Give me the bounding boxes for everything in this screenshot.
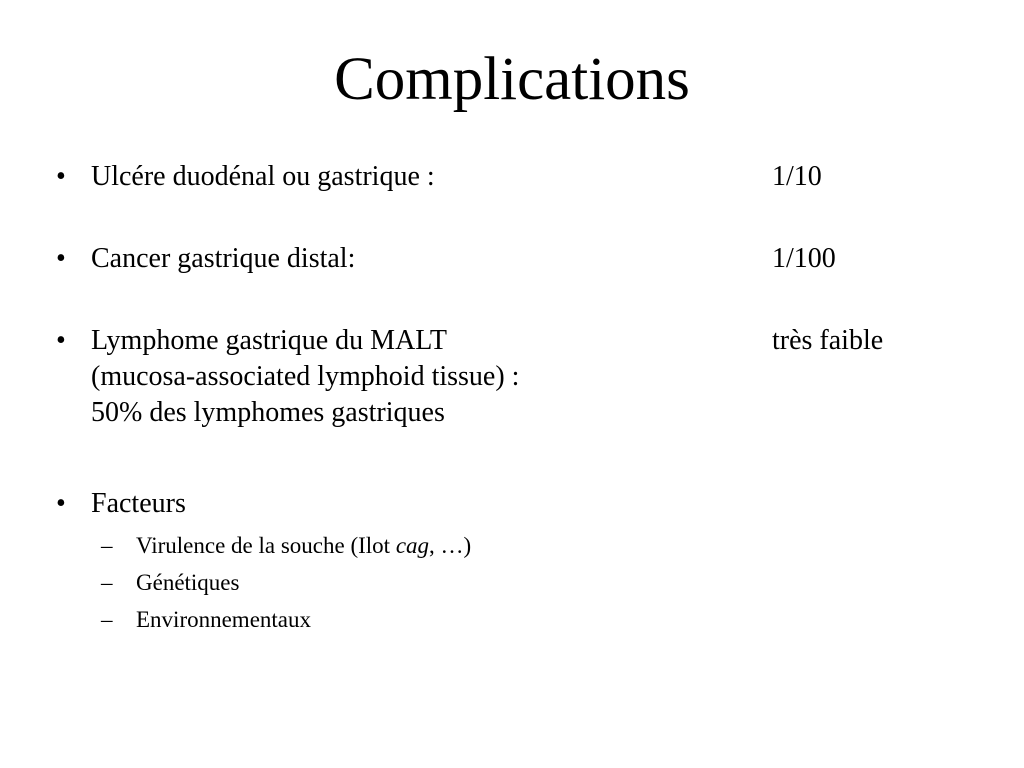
bullet-icon: •: [56, 161, 66, 192]
sub-item-label: Génétiques: [136, 570, 240, 595]
bullet-icon: •: [56, 243, 66, 274]
bullet-label: Facteurs: [91, 488, 186, 519]
sub-item-label: Environnementaux: [136, 607, 312, 632]
sub-item-suffix: , …): [429, 533, 472, 558]
bullet-icon: •: [56, 488, 66, 519]
bullet-value: 1/10: [772, 161, 822, 192]
dash-icon: –: [101, 570, 113, 595]
bullet-icon: •: [56, 325, 66, 356]
bullet-value: 1/100: [772, 243, 836, 274]
slide-title: Complications: [334, 46, 690, 113]
bullet-line: Lymphome gastrique du MALT: [91, 325, 447, 356]
sub-item-label: [136, 531, 471, 561]
sub-item-prefix: Virulence de la souche (Ilot: [136, 533, 396, 558]
bullet-item-lymphoma: [56, 323, 956, 433]
bullet-line: 50% des lymphomes gastriques: [91, 397, 445, 428]
sub-item-italic: cag: [395, 533, 430, 558]
bullet-label: Cancer gastrique distal:: [91, 243, 356, 274]
dash-icon: –: [101, 533, 113, 558]
bullet-label: Ulcére duodénal ou gastrique :: [91, 161, 435, 192]
bullet-value: très faible: [772, 325, 884, 356]
dash-icon: –: [101, 607, 113, 632]
bullet-line: (mucosa-associated lymphoid tissue) :: [91, 361, 520, 392]
bullet-label-block: [91, 323, 519, 431]
